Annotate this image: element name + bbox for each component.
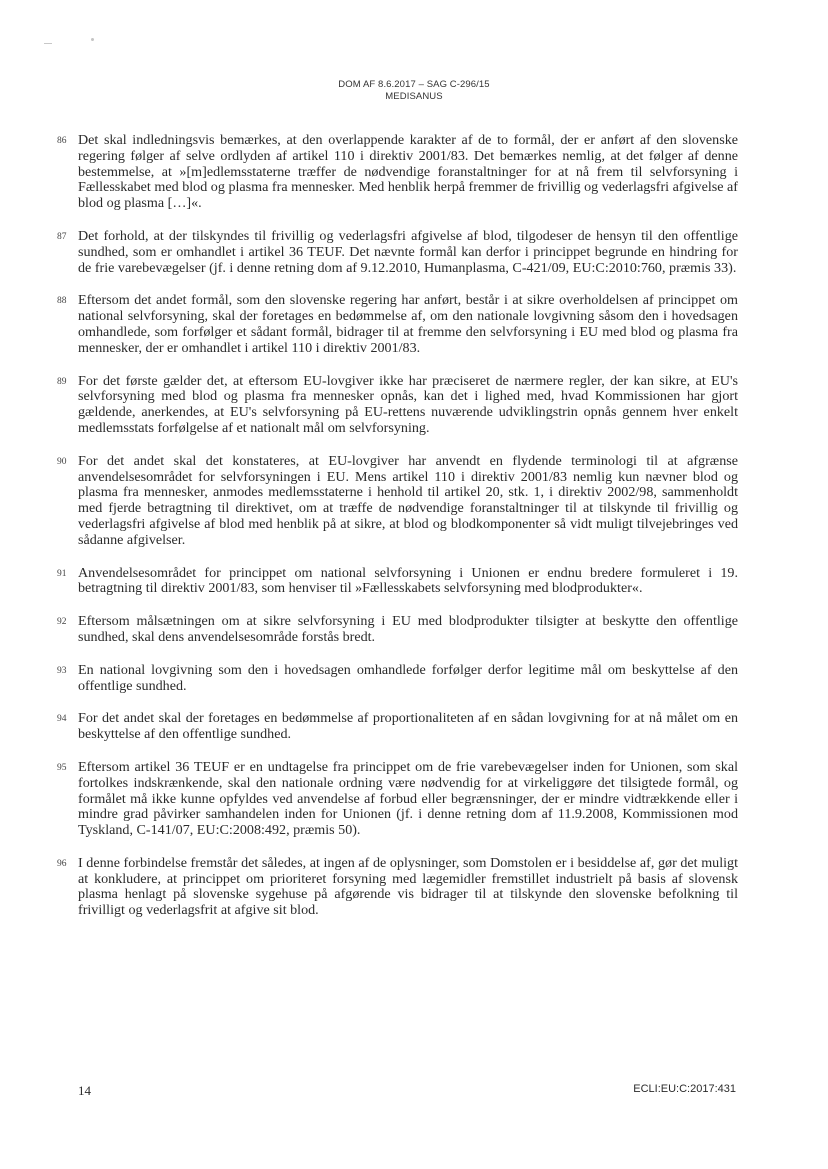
paragraph bbox=[0, 856, 828, 919]
paragraph-text: Eftersom målsætningen om at sikre selvforsyning i EU med blodprodukter tilsigter at beskytte den offentlige sundhed, skal dens anvendelsesområde forstås bredt. bbox=[78, 613, 738, 645]
paragraph-number: 89 bbox=[57, 376, 67, 387]
paragraph bbox=[0, 293, 828, 356]
paragraph-text: Det skal indledningsvis bemærkes, at den overlappende karakter af de to formål, der er anført af den slovenske regering følger af selve ordlyden af artikel 110 i direktiv 2001/83. Det bemærkes nemlig, at det følger af denne bestemmelse, at »[m]edlemsstaterne træffer de nødvendige foranstaltninger for at nå frem til selvforsyning i Fællesskabet med blod og plasma fra mennesker. Med henblik herpå fremmer de frivillig og vederlagsfri afgivelse af blod og plasma […]«. bbox=[78, 132, 738, 212]
paragraph bbox=[0, 614, 828, 646]
paragraph-number: 95 bbox=[57, 762, 67, 773]
paragraph-number: 92 bbox=[57, 617, 67, 628]
judgment-body bbox=[0, 133, 828, 936]
paragraph-text: For det første gælder det, at eftersom EU-lovgiver ikke har præciseret de nærmere regler, der kan sikre, at EU's selvforsyning med blod og plasma fra mennesker opnås, kan det i lighed med, hvad Kommissionen har gjort gældende, anerkendes, at EU's selvforsyning på EU-rettens nuværende udviklingstrin opnås gennem hver enkelt medlemsstats forfølgelse af et nationalt mål om selvforsyning. bbox=[78, 372, 738, 436]
paragraph-number: 91 bbox=[57, 568, 67, 579]
paragraph-text: Anvendelsesområdet for princippet om national selvforsyning i Unionen er endnu bredere formuleret i 19. betragtning til direktiv 2001/83, som henviser til »Fællesskabets selvforsyning med blodprodukter«. bbox=[78, 564, 738, 597]
paragraph bbox=[0, 711, 828, 743]
header-case-reference: DOM AF 8.6.2017 – SAG C-296/15 bbox=[338, 79, 490, 90]
header-case-name: MEDISANUS bbox=[385, 91, 443, 102]
paragraph bbox=[0, 374, 828, 437]
paragraph bbox=[0, 454, 828, 549]
page-header bbox=[0, 79, 828, 103]
paragraph-number: 94 bbox=[57, 714, 67, 725]
scan-mark-dot bbox=[91, 38, 94, 41]
paragraph-number: 88 bbox=[57, 296, 67, 307]
paragraph bbox=[0, 133, 828, 212]
paragraph bbox=[0, 760, 828, 839]
paragraph-text: Eftersom artikel 36 TEUF er en undtagelse fra princippet om de frie varebevægelser inden for Unionen, som skal fortolkes indskrænkende, skal den nationale ordning være nødvendig for at virkeliggøre det tilsigtede formål, og formålet må ikke kunne opfyldes ved anvendelse af forbud eller begrænsninger, der er mindre vidtrækkende eller i mindre grad påvirker samhandelen inden for Unionen (jf. i denne retning dom af 11.9.2008, Kommissionen mod Tyskland, C-141/07, EU:C:2008:492, præmis 50). bbox=[78, 758, 738, 839]
ecli-identifier: ECLI:EU:C:2017:431 bbox=[633, 1083, 736, 1095]
scan-mark-dash bbox=[44, 43, 52, 44]
paragraph bbox=[0, 566, 828, 598]
paragraph bbox=[0, 229, 828, 276]
paragraph-text: Det forhold, at der tilskyndes til frivillig og vederlagsfri afgivelse af blod, tilgodeser de hensyn til den offentlige sundhed, som er omhandlet i artikel 36 TEUF. Det nævnte formål kan derfor i princippet begrunde en hindring for de frie varebevægelser (jf. i denne retning dom af 9.12.2010, Humanplasma, C-421/09, EU:C:2010:760, præmis 33). bbox=[78, 227, 738, 276]
paragraph bbox=[0, 663, 828, 695]
paragraph-number: 93 bbox=[57, 665, 67, 676]
paragraph-number: 86 bbox=[57, 136, 67, 146]
paragraph-number: 96 bbox=[57, 858, 67, 869]
paragraph-number: 87 bbox=[57, 231, 67, 242]
paragraph-number: 90 bbox=[57, 456, 67, 467]
paragraph-text: Eftersom det andet formål, som den slovenske regering har anført, består i at sikre overholdelsen af princippet om national selvforsyning, skal der foretages en bedømmelse af, om den nationale lovgivning såsom den i hovedsagen omhandlede, som forfølger et sådant formål, bidrager til at fremme den selvforsyning i EU med blod og plasma fra mennesker, der er omhandlet i artikel 110 i direktiv 2001/83. bbox=[78, 292, 738, 356]
page-number: 14 bbox=[78, 1083, 91, 1098]
paragraph-text: En national lovgivning som den i hovedsagen omhandlede forfølger derfor legitime mål om beskyttelse af den offentlige sundhed. bbox=[78, 661, 738, 694]
paragraph-text: I denne forbindelse fremstår det således, at ingen af de oplysninger, som Domstolen er i besiddelse af, gør det muligt at konkludere, at princippet om prioriteret forsyning med lægemidler fremstillet industrielt på basis af slovensk plasma henlagt på slovenske sygehuse på afgørende vis bidrager til at tilskynde den slovenske befolkning til frivilligt og vederlagsfrit at afgive sit blod. bbox=[78, 854, 738, 919]
paragraph-text: For det andet skal det konstateres, at EU-lovgiver har anvendt en flydende terminologi til at afgrænse anvendelsesområdet for selvforsyningen i EU. Mens artikel 110 i direktiv 2001/83 nemlig kun nævner blod og plasma fra mennesker, anmodes medlemsstaterne i henhold til artikel 20, stk. 1, i direktiv 2002/98, sammenholdt med fjerde betragtning til direktivet, om at træffe de nødvendige foranstaltninger til at tilskynde til frivillig og vederlagsfri afgivelse af blod med henblik på at sikre, at blod og blodkomponenter så vidt muligt tilvejebringes ved sådanne afgivelser. bbox=[78, 452, 738, 548]
paragraph-text: For det andet skal der foretages en bedømmelse af proportionaliteten af en sådan lovgivning for at nå målet om en beskyttelse af den offentlige sundhed. bbox=[78, 710, 738, 743]
